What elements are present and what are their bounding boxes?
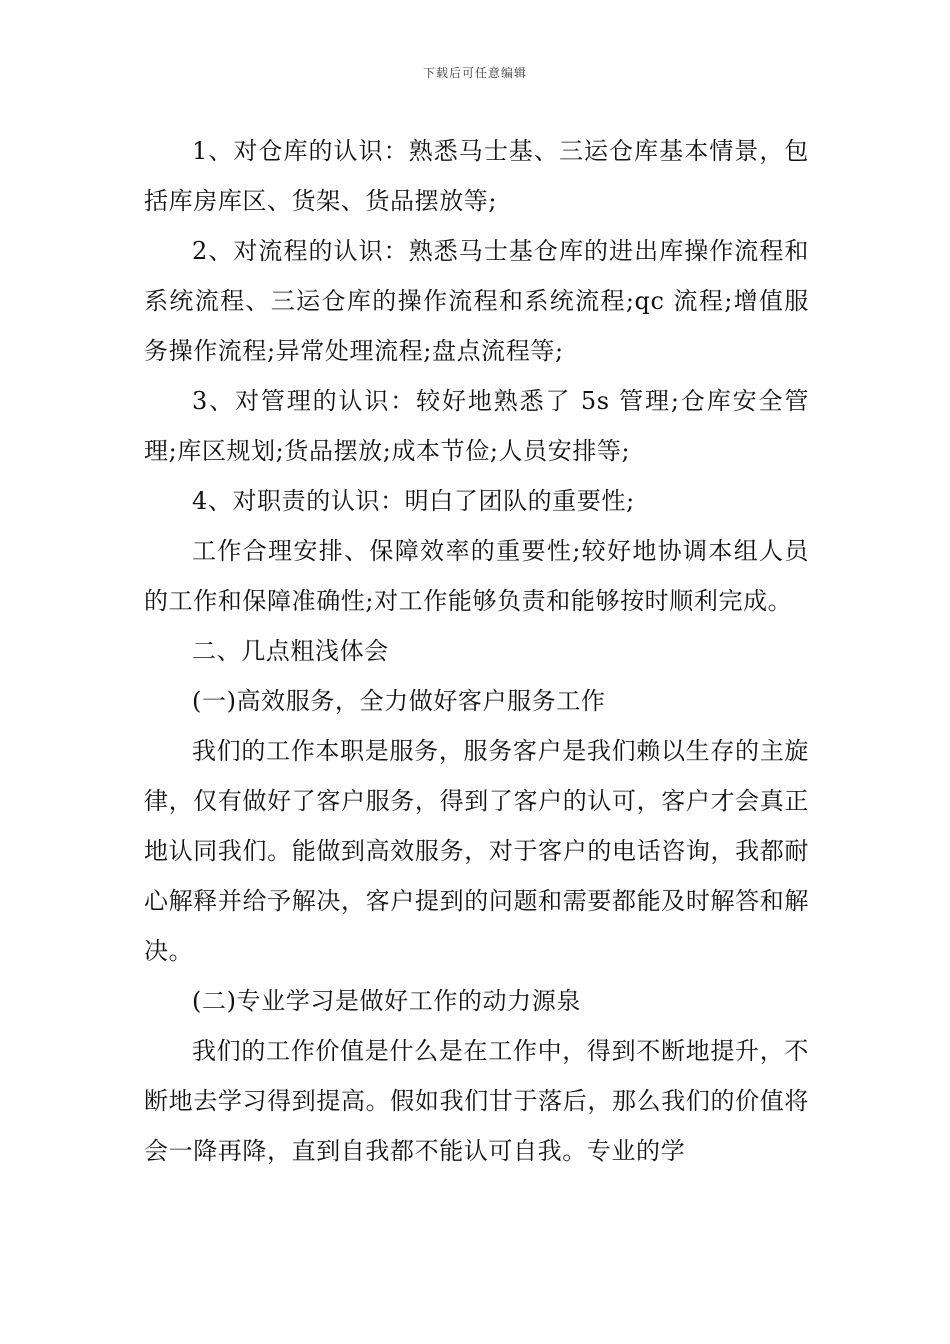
subheading-professional-learning: (二)专业学习是做好工作的动力源泉 — [192, 987, 581, 1015]
subheading-efficient-service: (一)高效服务，全力做好客户服务工作 — [192, 687, 606, 715]
paragraph-process-knowledge: 2、对流程的认识：熟悉马士基仓库的进出库操作流程和系统流程、三运仓库的操作流程和系统流程;qc 流程;增值服务操作流程;异常处理流程;盘点流程等; — [144, 237, 809, 365]
paragraph-warehouse-knowledge: 1、对仓库的认识：熟悉马士基、三运仓库基本情景，包括库房库区、货架、货品摆放等; — [144, 137, 809, 215]
paragraph-management-knowledge: 3、对管理的认识：较好地熟悉了 5s 管理;仓库安全管理;库区规划;货品摆放;成本节俭;人员安排等; — [144, 387, 809, 465]
document-body — [144, 126, 809, 1176]
paragraph-work-value: 我们的工作价值是什么是在工作中，得到不断地提升，不断地去学习得到提高。假如我们甘于落后，那么我们的价值将会一降再降，直到自我都不能认可自我。专业的学 — [144, 1037, 809, 1165]
paragraph-work-arrangement: 工作合理安排、保障效率的重要性;较好地协调本组人员的工作和保障准确性;对工作能够负责和能够按时顺利完成。 — [144, 537, 809, 615]
header-note: 下载后可任意编辑 — [422, 66, 527, 80]
paragraph-customer-service: 我们的工作本职是服务，服务客户是我们赖以生存的主旋律，仅有做好了客户服务，得到了客户的认可，客户才会真正地认同我们。能做到高效服务，对于客户的电话咨询，我都耐心解释并给予解决，客户提到的问题和需要都能及时解答和解决。 — [144, 737, 809, 965]
paragraph-duty-knowledge: 4、对职责的认识：明白了团队的重要性; — [192, 487, 635, 515]
section-heading-insights: 二、几点粗浅体会 — [192, 637, 389, 665]
